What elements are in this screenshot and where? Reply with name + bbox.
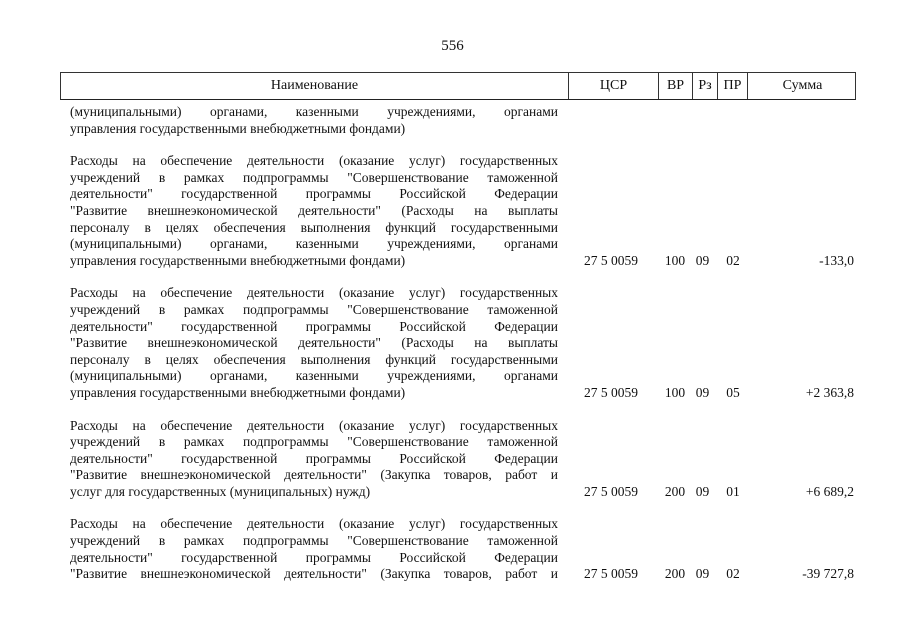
row-pr: 01 bbox=[726, 483, 740, 499]
row-rz: 09 bbox=[695, 384, 710, 400]
row-name-line: (муниципальными) органами, казенными учреждениями, органами bbox=[70, 236, 558, 252]
row-vr: 100 bbox=[664, 252, 686, 268]
row-rz: 09 bbox=[695, 483, 710, 499]
row-name-line: "Развитие внешнеэкономической деятельности" (Закупка товаров, работ и bbox=[70, 467, 558, 483]
header-pr: ПР bbox=[718, 73, 748, 99]
row-vr: 100 bbox=[664, 384, 686, 400]
row-pr: 02 bbox=[726, 566, 740, 582]
table-row bbox=[60, 285, 856, 401]
row-name-line: учреждений в рамках подпрограммы "Совершенствование таможенной bbox=[70, 301, 558, 317]
row-name bbox=[70, 153, 558, 269]
row-sum: -133,0 bbox=[819, 252, 854, 268]
table-row bbox=[60, 418, 856, 501]
row-name-line: деятельности" государственной программы Российской Федерации bbox=[70, 450, 558, 466]
row-name-line: учреждений в рамках подпрограммы "Совершенствование таможенной bbox=[70, 434, 558, 450]
row-name-line: Расходы на обеспечение деятельности (оказание услуг) государственных bbox=[70, 417, 558, 433]
row-name-line: деятельности" государственной программы Российской Федерации bbox=[70, 318, 558, 334]
row-name-line: персоналу в целях обеспечения выполнения функций государственными bbox=[70, 351, 558, 367]
row-name-line: "Развитие внешнеэкономической деятельности" (Закупка товаров, работ и bbox=[70, 566, 558, 582]
row-name-line: персоналу в целях обеспечения выполнения функций государственными bbox=[70, 219, 558, 235]
row-pr: 02 bbox=[726, 252, 740, 268]
row-sum: +6 689,2 bbox=[805, 483, 854, 499]
row-name-line: Расходы на обеспечение деятельности (оказание услуг) государственных bbox=[70, 285, 558, 301]
header-csr: ЦСР bbox=[569, 73, 659, 99]
row-name bbox=[70, 516, 558, 582]
row-name-line: учреждений в рамках подпрограммы "Совершенствование таможенной bbox=[70, 169, 558, 185]
table-row bbox=[60, 153, 856, 269]
header-name: Наименование bbox=[61, 73, 569, 99]
row-name-line: (муниципальными) органами, казенными учреждениями, органами bbox=[70, 104, 558, 119]
header-vr: ВР bbox=[659, 73, 693, 99]
row-name-line: "Развитие внешнеэкономической деятельности" (Расходы на выплаты bbox=[70, 202, 558, 218]
row-name-line: деятельности" государственной программы Российской Федерации bbox=[70, 549, 558, 565]
row-rz: 09 bbox=[695, 252, 710, 268]
row-name-line: учреждений в рамках подпрограммы "Совершенствование таможенной bbox=[70, 533, 558, 549]
page-number: 556 bbox=[441, 38, 464, 54]
row-pr: 05 bbox=[726, 384, 740, 400]
row-csr: 27 5 0059 bbox=[584, 483, 638, 499]
row-csr: 27 5 0059 bbox=[584, 384, 638, 400]
row-name-line: (муниципальными) органами, казенными учреждениями, органами bbox=[70, 368, 558, 384]
row-name-line: управления государственными внебюджетными фондами) bbox=[70, 384, 406, 400]
row-csr: 27 5 0059 bbox=[584, 566, 638, 582]
row-sum: +2 363,8 bbox=[805, 384, 854, 400]
row-name bbox=[70, 104, 558, 137]
row-name-line: Расходы на обеспечение деятельности (оказание услуг) государственных bbox=[70, 516, 558, 532]
row-vr: 200 bbox=[664, 566, 686, 582]
budget-table bbox=[60, 72, 856, 583]
row-csr: 27 5 0059 bbox=[584, 252, 638, 268]
table-row-continuation bbox=[60, 104, 856, 137]
row-vr: 200 bbox=[664, 483, 686, 499]
row-sum: -39 727,8 bbox=[802, 566, 854, 582]
header-rz: Рз bbox=[693, 73, 718, 99]
row-name-line: управления государственными внебюджетными фондами) bbox=[70, 252, 406, 268]
row-name-line: "Развитие внешнеэкономической деятельности" (Расходы на выплаты bbox=[70, 335, 558, 351]
row-name bbox=[70, 418, 558, 501]
header-sum: Сумма bbox=[782, 78, 823, 93]
row-name bbox=[70, 285, 558, 401]
table-row bbox=[60, 516, 856, 582]
table-header bbox=[60, 72, 856, 100]
row-name-line: Расходы на обеспечение деятельности (оказание услуг) государственных bbox=[70, 153, 558, 169]
row-name-line: услуг для государственных (муниципальных) нужд) bbox=[70, 483, 371, 499]
row-rz: 09 bbox=[695, 566, 710, 582]
row-name-line: управления государственными внебюджетными фондами) bbox=[70, 120, 406, 136]
row-name-line: деятельности" государственной программы Российской Федерации bbox=[70, 186, 558, 202]
